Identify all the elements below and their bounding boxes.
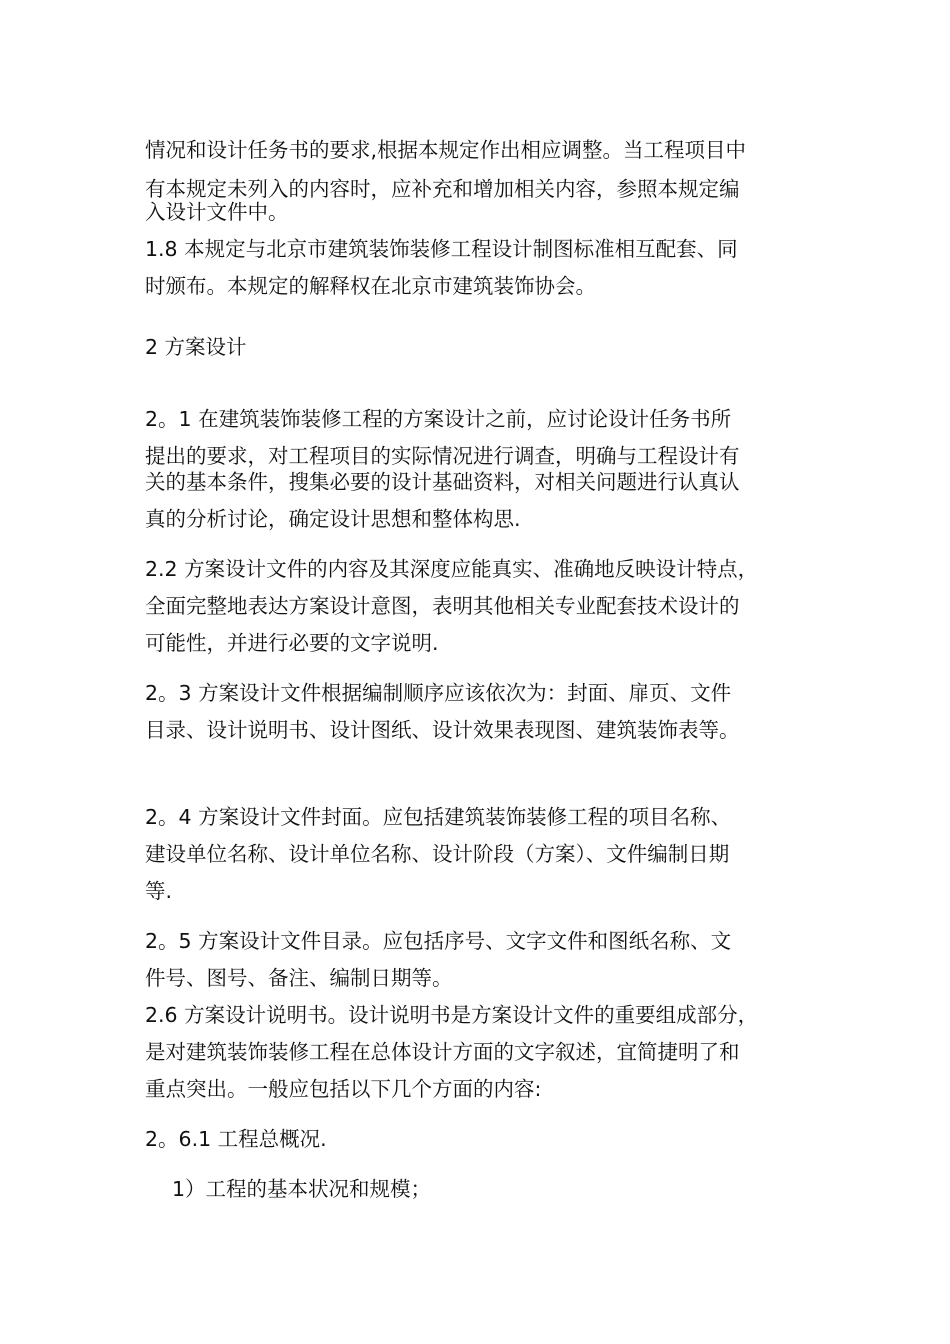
text-line: 1.8 本规定与北京市建筑装饰装修工程设计制图标准相互配套、同 (145, 237, 738, 261)
text-line: 2。1 在建筑装饰装修工程的方案设计之前，应讨论设计任务书所 (145, 407, 732, 431)
text-line: 等. (145, 879, 173, 903)
text-line: 可能性，并进行必要的文字说明. (145, 631, 439, 655)
list-item: 1）工程的基本状况和规模； (172, 1177, 432, 1201)
text-line: 目录、设计说明书、设计图纸、设计效果表现图、建筑装饰表等。 (145, 718, 740, 742)
section-heading: 2 方案设计 (145, 335, 247, 359)
text-line: 入设计文件中。 (145, 200, 289, 224)
text-line: 2。3 方案设计文件根据编制顺序应该依次为：封面、扉页、文件 (145, 681, 732, 705)
text-line: 情况和设计任务书的要求,根据本规定作出相应调整。当工程项目中 (145, 138, 747, 162)
text-line: 时颁布。本规定的解释权在北京市建筑装饰协会。 (145, 274, 596, 298)
text-line: 提出的要求，对工程项目的实际情况进行调查，明确与工程设计有 (145, 444, 740, 468)
text-line: 关的基本条件，搜集必要的设计基础资料，对相关问题进行认真认 (145, 470, 740, 494)
text-line: 件号、图号、备注、编制日期等。 (145, 966, 453, 990)
text-line: 2.6 方案设计说明书。设计说明书是方案设计文件的重要组成部分， (145, 1003, 759, 1027)
text-line: 有本规定未列入的内容时，应补充和增加相关内容，参照本规定编 (145, 177, 740, 201)
text-line: 全面完整地表达方案设计意图，表明其他相关专业配套技术设计的 (145, 594, 740, 618)
text-line: 真的分析讨论，确定设计思想和整体构思. (145, 507, 521, 531)
text-line: 2.2 方案设计文件的内容及其深度应能真实、准确地反映设计特点， (145, 557, 759, 581)
subsection-heading: 2。6.1 工程总概况. (145, 1127, 327, 1151)
text-line: 是对建筑装饰装修工程在总体设计方面的文字叙述，宜简捷明了和 (145, 1040, 740, 1064)
text-line: 2。5 方案设计文件目录。应包括序号、文字文件和图纸名称、文 (145, 929, 732, 953)
text-line: 2。4 方案设计文件封面。应包括建筑装饰装修工程的项目名称、 (145, 805, 732, 829)
text-line: 重点突出。一般应包括以下几个方面的内容: (145, 1077, 542, 1101)
text-line: 建设单位名称、设计单位名称、设计阶段（方案）、文件编制日期 (145, 842, 730, 866)
